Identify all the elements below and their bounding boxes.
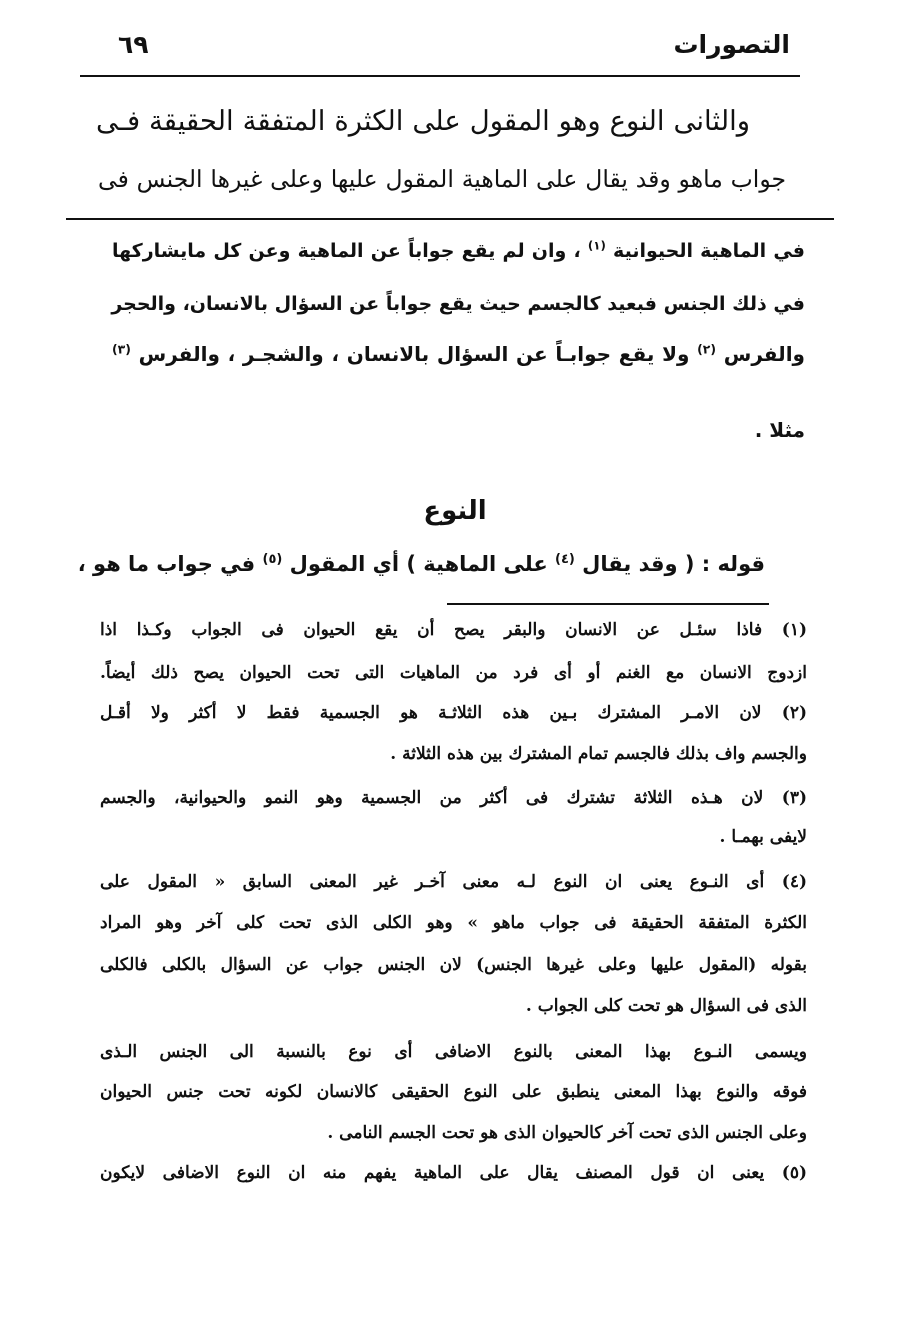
section-heading: النوع [423, 496, 487, 526]
qawluh-line [78, 552, 765, 576]
footnote-ref-2: (٢) [697, 341, 717, 357]
footnote-separator-rule [447, 603, 769, 605]
matn-line: جواب ماهو وقد يقال على الماهية المقول عليها وعلى غيرها الجنس فى [98, 165, 786, 193]
footnote-line: الكثرة المتفقة الحقيقة فى جواب ماهو » وهو الكلى الذى تحت كلى آخر وهو المراد [100, 913, 807, 933]
footnote-line: وعلى الجنس الذى تحت آخر كالحيوان الذى هو تحت الجسم النامى . [327, 1123, 807, 1143]
running-header-title: التصورات [673, 30, 790, 59]
qawluh-text: قوله : ( وقد يقال [582, 552, 765, 576]
sharh-line: في ذلك الجنس فبعيد كالجسم حيث يقع جواباً عن السؤال بالانسان، والحجر [111, 293, 805, 315]
sharh-text: ، وان لم يقع جواباً عن الماهية وعن كل مايشاركها [112, 240, 581, 262]
page-number: ٦٩ [118, 30, 149, 59]
footnote-ref-3: (٣) [112, 341, 131, 357]
footnote-line: (٣) لان هـذه الثلاثة تشترك فى أكثر من الجسمية وهو النمو والحيوانية، والجسم [100, 788, 807, 808]
header-rule [80, 75, 800, 77]
sharh-text: ولا يقع جوابـاً عن السؤال بالانسان ، والشجـر ، والفرس [138, 342, 690, 366]
sharh-line [112, 342, 805, 366]
footnote-line: (٥) يعنى ان قول المصنف يقال على الماهية يفهم منه ان النوع الاضافى لايكون [100, 1163, 807, 1183]
footnote-ref-1: (١) [587, 238, 606, 253]
footnote-line: ويسمى النـوع بهذا المعنى بالنوع الاضافى أى نوع بالنسبة الى الجنس الـذى [100, 1042, 807, 1062]
footnote-line: (٢) لان الامـر المشترك بـين هذه الثلاثـة هو الجسمية فقط لا أكثر ولا أقـل [100, 703, 807, 723]
footnote-line: ازدوج الانسان مع الغنم أو أى فرد من الماهيات التى تحت الحيوان يصح ذلك أيضاً. [100, 663, 807, 683]
matn-separator-rule [66, 218, 834, 220]
footnote-line: فوقه والنوع بهذا المعنى ينطبق على النوع الحقيقى كالانسان لكونه تحت جنس الحيوان [100, 1082, 807, 1102]
sharh-text: في الماهية الحيوانية [613, 240, 805, 262]
footnote-line: بقوله (المقول عليها وعلى غيرها الجنس) لان الجنس جواب عن السؤال بالكلى فالكلى [100, 955, 807, 975]
footnote-line: الذى فى السؤال هو تحت كلى الجواب . [525, 996, 807, 1016]
footnote-ref-5: (٥) [262, 552, 283, 567]
matn-line: والثانى النوع وهو المقول على الكثرة المتفقة الحقيقة فـى [96, 105, 750, 137]
qawluh-text: في جواب ما هو ، [77, 552, 256, 576]
footnote-line: (١) فاذا سئـل عن الانسان والبقر يصح أن يقع الحيوان فى الجواب وكـذا اذا [100, 620, 807, 640]
sharh-line: مثلا . [754, 418, 805, 442]
footnote-line: لايفى بهمـا . [719, 827, 807, 847]
sharh-line [112, 240, 805, 262]
footnote-line: (٤) أى النـوع يعنى ان النوع لـه معنى آخـر غير المعنى السابق « المقول على [100, 872, 807, 892]
footnote-ref-4: (٤) [555, 552, 575, 567]
qawluh-text: على الماهية ) أي المقول [289, 552, 548, 576]
sharh-text: والفرس [723, 342, 805, 366]
footnote-line: والجسم واف بذلك فالجسم تمام المشترك بين هذه الثلاثة . [390, 744, 807, 764]
